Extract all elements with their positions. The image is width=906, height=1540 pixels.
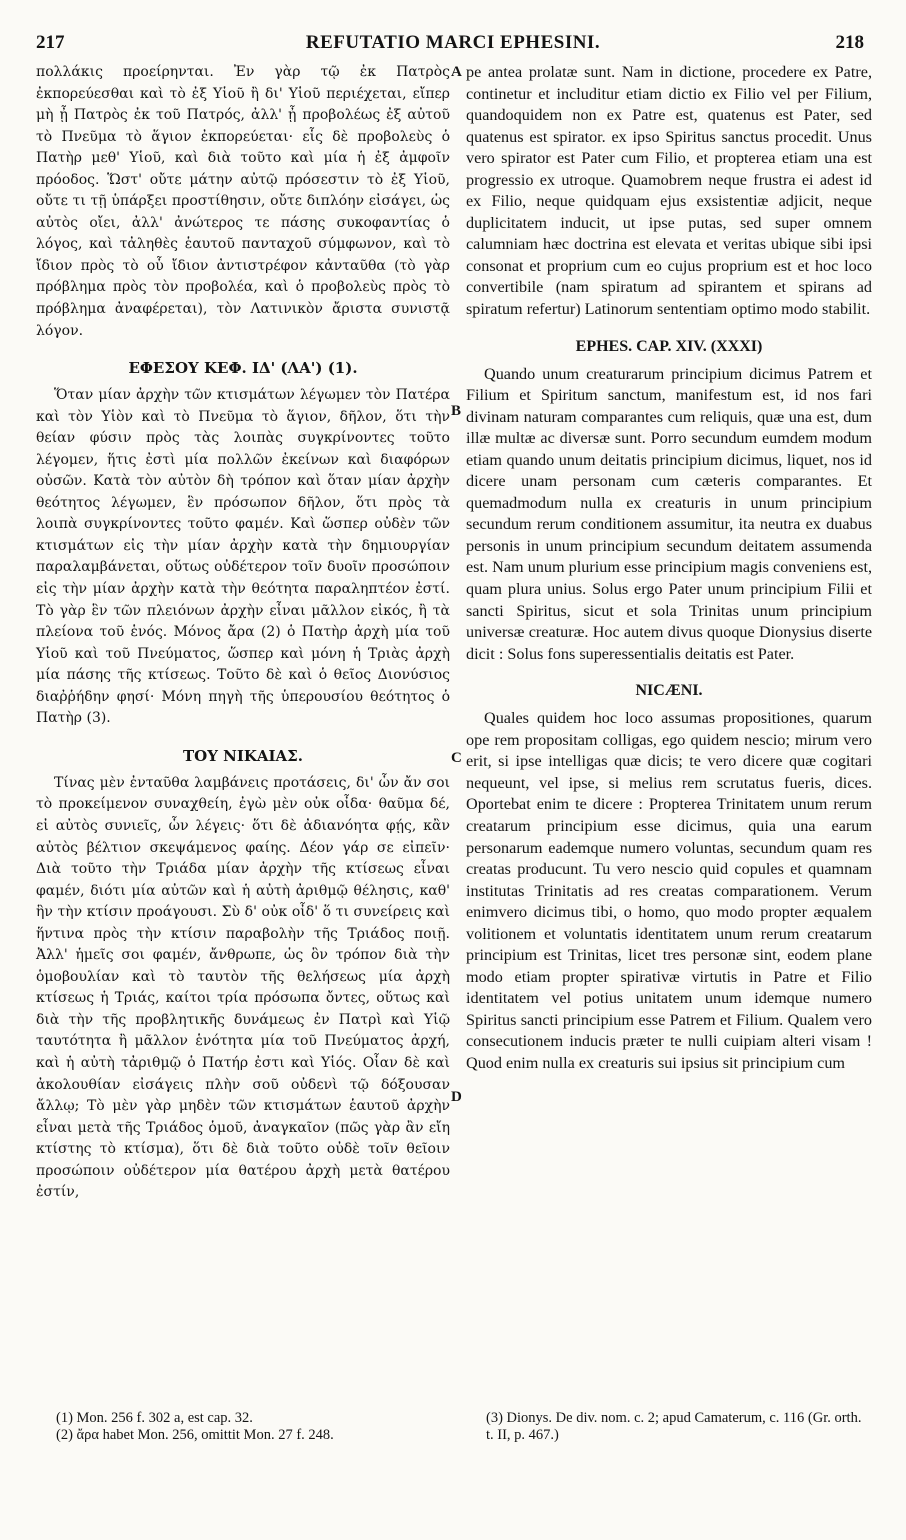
page-number-left: 217 — [36, 32, 65, 53]
footnote-2: (2) ἄρα habet Mon. 256, omittit Mon. 27 f. 248. — [56, 1427, 334, 1443]
margin-marker-b: B — [451, 403, 462, 419]
page-number-right: 218 — [835, 32, 864, 53]
footnote-3: (3) Dionys. De div. nom. c. 2; apud Camaterum, c. 116 (Gr. orth. t. II, p. 467.) — [486, 1410, 862, 1443]
greek-chapter-heading: ΕΦΕΣΟΥ ΚΕΦ. ΙΔ' (ΛΑ') (1). — [128, 359, 358, 378]
latin-paragraph-1: pe antea prolatæ sunt. Nam in dictione, procedere ex Patre, continetur et includitur etiam dictio ex Filio vel per Filium, quandoquidem non ex Patre est, quatenus est Pater, sed quatenus est spirator. ex ipso Spiritus sanctus procedit. Unus verо spirator est Pater cum Filio, et propterea etiam una est progressio ex utroque. Quamobrem neque frustra ei adest id ex Filio, neque quidquam ejus exsistentiæ adjicit, neque duplicitatem inducit, ut ipse putas, sed super omnem calumniam hæc doctrina est elevata et veritas ubique sibi ipsi consonat et proprium cum eo cujus proprium est et hoc loco convertibile (nam spiratum ad spirantem et spirans ad spiratum refertur) Latinorum sententiam optimo modo stabilit. — [466, 63, 872, 319]
greek-paragraph-2: Ὅταν μίαν ἀρχὴν τῶν κτισμάτων λέγωμεν τὸν Πατέρα καὶ τὸν Υἱὸν καὶ τὸ Πνεῦμα τὸ ἅγιον, δῆλον, ὅτι τὴν θείαν φύσιν πρὸς τὰς λοιπὰς συγκρίνοντες τοῦτο λέγομεν, ἥτις ἐστὶ μία πολλῶν ἐκείνων καὶ διαφόρων οὐσῶν. Κατὰ τὸν αὐτὸν δὴ τρόπον καὶ ὅταν μίαν ἀρχὴν θεότητος λέγωμεν, ἓν πρόσωπον δῆλον, ὅτι πρὸς τὰ λοιπὰ συγκρίνοντες τοῦτο φαμέν. Καὶ ὥσπερ οὐδὲν τῶν κτισμάτων εἰς τὴν μίαν ἀρχὴν κατὰ τὴν δημιουργίαν παραλαμβάνεται, οὕτως οὐδέτερον τοῖν δυοῖν προσώποιν εἰς τὴν μίαν ἀρχὴν κατὰ τὴν θεότητα παραληπτέον ἐστί. Τὸ γὰρ ἓν τῶν πλειόνων ἀρχὴν εἶναι μᾶλλον εἰκός, ἢ τὰ πλείονα τοῦ ἑνός. Μόνος ἄρα (2) ὁ Πατὴρ ἀρχὴ μία τοῦ Υἱοῦ καὶ τοῦ Πνεύματος, ὥσπερ καὶ μόνη ἡ Τριὰς ἀρχὴ μία πάσης τῆς κτίσεως. Τοῦτο δὲ καὶ ὁ θεῖος Διονύσιος διαῤῥήδην φησί· Μόνη πηγὴ τῆς ὑπερουσίου θεότητος ὁ Πατὴρ (3). — [36, 387, 450, 727]
footnotes-left — [56, 1410, 456, 1444]
margin-marker-c: C — [451, 750, 462, 766]
running-title: REFUTATIO MARCI EPHESINI. — [305, 32, 601, 53]
greek-section-heading: ΤΟΥ ΝΙΚΑΙΑΣ. — [182, 746, 304, 765]
latin-chapter-heading: EPHES. CAP. XIV. (XXXI) — [575, 337, 763, 355]
greek-paragraph-1: πολλάκις προείρηνται. Ἐν γὰρ τῷ ἐκ Πατρὸς ἐκπορεύεσθαι καὶ τὸ ἐξ Υἱοῦ ἢ δι' Υἱοῦ περιέχεται, εἴπερ μὴ ᾖ Πατρὸς ἐκ τοῦ Πατρός, ἀλλ' ᾖ προβολέως ἐξ αὐτοῦ τὸ Πνεῦμα τὸ ἅγιον ἐκπορεύεται· εἷς δὲ προβολεὺς ὁ Πατὴρ μεθ' Υἱοῦ, καὶ διὰ τοῦτο καὶ μία ἡ ἐξ ἀμφοῖν πρόοδος. Ὥστ' οὔτε μάτην αὐτῷ πρόσεστιν τὸ ἐξ Υἱοῦ, οὔτε τι τῇ ὑπάρξει προστίθησιν, οὔτε διπλόην εἰσάγει, ὡς αὐτὸς οἴει, ἀλλ' ἀνώτερος τε πάσης συκοφαντίας ὁ λόγος, καὶ τἀληθὲς ἑαυτοῦ πανταχοῦ σύμφωνον, καὶ τὸ ἴδιον πρὸς τὸ οὗ ἴδιον ἀντιστρέφον κἀνταῦθα (τὸ γὰρ πρόβλημα πρὸς τὸν προβολέα, καὶ ὁ προβολεὺς πρὸς τὸ πρόβλημα ἀναφέρεται), τὸν Λατινικὸν ἄριστα συνιστᾷ λόγον. — [36, 64, 450, 339]
page-header — [30, 32, 876, 60]
latin-column — [466, 62, 872, 1075]
latin-section-heading: NICÆNI. — [635, 682, 703, 700]
latin-paragraph-2: Quando unum creaturarum principium dicimus Patrem et Filium et Spiritum sanctum, manifestum est, id nos fari divinam naturam comparantes cum reliquis, quæ una est, dum illæ multæ ac diversæ sunt. Porro secundum eumdem modum etiam quando unum deitatis principium dicimus, liquet, nos id dicere unam personam cum cæteris comparantes. Et quemadmodum nulla ex creaturis in unum principium secundum rerum conditionem assumitur, ita neutra ex duabus personis in unum principium secundum deitatem assumenda est. Nam unum plurium esse principium magis conveniens est, quam plura unius. Solus ergo Pater unum principium Filii et sancti Spiritus, sicut et sola Trinitas unum principium universæ creaturæ. Hoc autem divus quoque Dionysius diserte dicit : Solus fons superessentialis deitatis est Pater. — [466, 364, 872, 663]
margin-marker-a: A — [451, 64, 462, 80]
footnote-1: (1) Mon. 256 f. 302 a, est cap. 32. — [56, 1410, 253, 1426]
greek-column — [36, 62, 450, 1204]
margin-marker-d: D — [451, 1089, 462, 1105]
latin-paragraph-3: Quales quidem hoc loco assumas propositiones, quarum ope rem propositam colligas, ego quidem nescio; mirum vero erit, si ipse intelligas quæ dicis; te vero dicere quæ cogitari nequeunt, vel ipse, si melius rem scrutatus fueris, dices. Oportebat enim te dicere : Propterea Trinitatem unum rerum creatarum principium esse dicimus, quia una earum personarum eademque numero voluntas, secundum quam res creatas producunt. Tu vero nescio quid copules et quamnam institutas Trinitatis ad res creatas comparationem. Verum enimvero dicimus tibi, o homo, quo modo propter æqualem volitionem et voluntatis identitatem unum rerum creatarum principium est Trinitas, licet tres personæ sint, eodem plane modo etiam propter spirativæ virtutis in Patre et Filio identitatem vel potius unitatem unum idemque numero Spiritus sancti principium esse Patrem et Filium. Qualem vero consecutionem inducis præter te nulli cuipiam alteri visam ! Quod enim nulla ex creaturis sui ipsius sit principium cum — [466, 709, 872, 1072]
footnotes-right — [486, 1410, 872, 1444]
greek-paragraph-3: Τίνας μὲν ἐνταῦθα λαμβάνεις προτάσεις, δι' ὧν ἄν σοι τὸ προκείμενον συναχθείη, ἐγὼ μὲν οὐκ οἶδα· θαῦμα δέ, εἰ αὐτὸς συνιεῖς, ὧν λέγεις· ὅτι δὲ ἀδιανόητα φῄς, κἂν αὐτὸς βέλτιον σκεψάμενος φαίης. Δέον γάρ σε εἰπεῖν· Διὰ τοῦτο τὴν Τριάδα μίαν ἀρχὴν τῆς κτίσεως εἶναι φαμέν, διότι μία αὐτῶν καὶ ἡ αὐτὴ ἀριθμῷ θέλησις, καθ' ἣν τὴν κτίσιν προάγουσι. Σὺ δ' οὐκ οἶδ' ὅ τι συνείρεις καὶ ἥντινα πρὸς τὴν κτίσιν παραβολὴν τῆς Τριάδος ποιῇ. Ἀλλ' ἡμεῖς σοι φαμέν, ἄνθρωπε, ὡς ὃν τρόπον διὰ τὴν ὁμοβουλίαν καὶ τὸ ταυτὸν τῆς θελήσεως μία ἀρχὴ κτίσεως ἡ Τριάς, καίτοι τρία πρόσωπα ὄντες, οὕτως καὶ διὰ τὴν τῆς προβλητικῆς δυνάμεως ἐν Πατρὶ καὶ Υἱῷ ταυτότητα ἢ μᾶλλον ἑνότητα μία τοῦ Πνεύματος ἀρχή, καὶ ἡ αὐτὴ τἀριθμῷ ὁ Πατήρ ἐστι καὶ Υἱός. Οἷαν δὲ καὶ ἀκολουθίαν εἰσάγεις πλὴν σοῦ οὐδενὶ τῷ δόξουσαν ἄλλῳ; Τὸ μὲν γὰρ μηδὲν τῶν κτισμάτων ἑαυτοῦ ἀρχὴν εἶναι μετὰ τῆς Τριάδος ὁμοῦ, ἀναγκαῖον (πῶς γὰρ ἂν εἴη κτίστης τὸ κτίσμα), ὅτι δὲ διὰ τοῦτο οὐδὲ τοῖν θεῖοιν προσώποιν οὐδέτερον μία θατέρου ἀρχὴ μετὰ θατέρου ἐστίν, — [36, 774, 450, 1201]
